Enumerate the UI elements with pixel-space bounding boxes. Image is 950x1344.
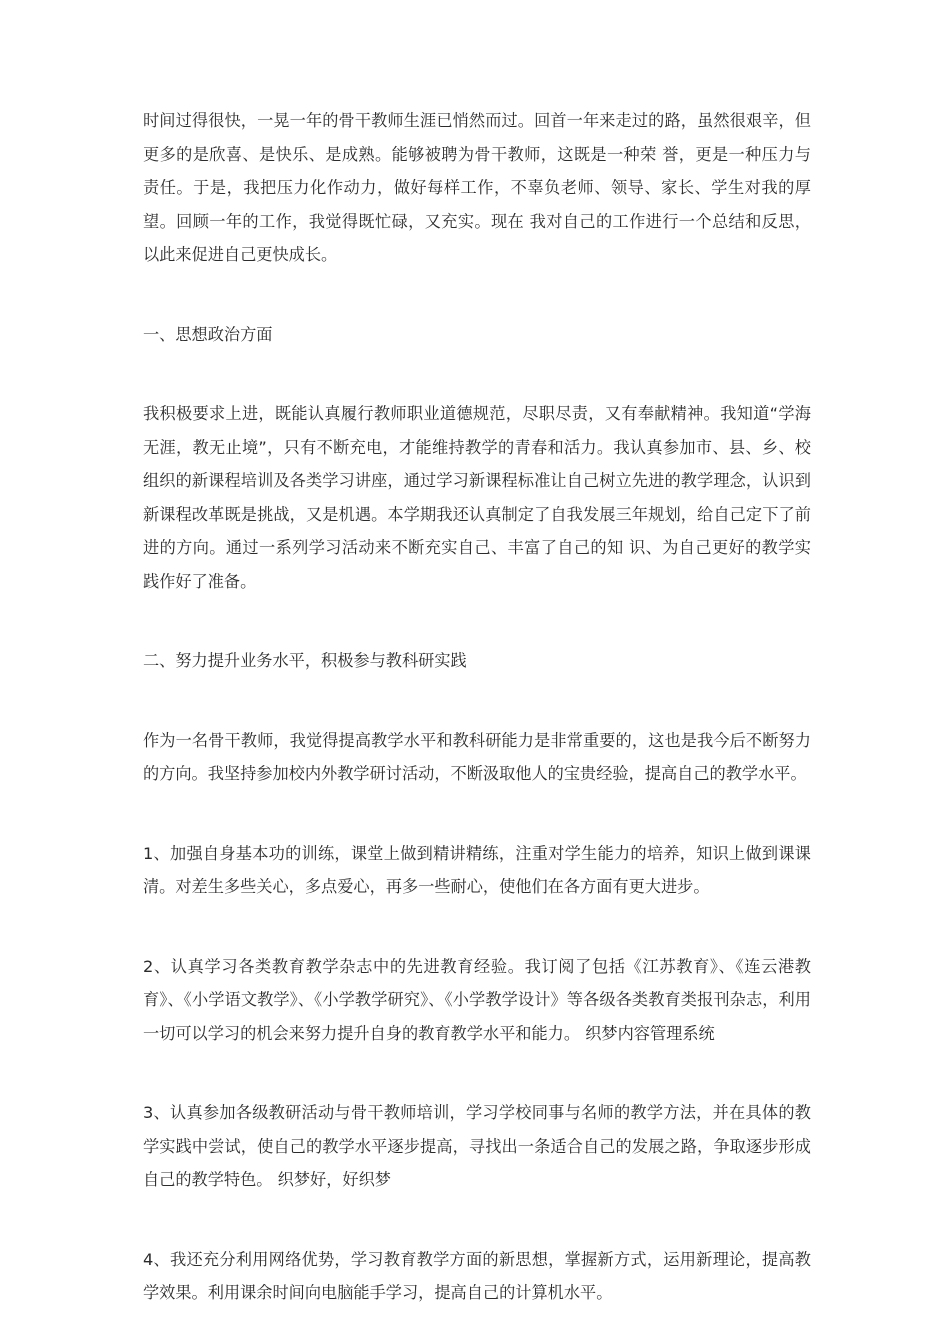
list-item-1: 1、加强自身基本功的训练，课堂上做到精讲精练，注重对学生能力的培养，知识上做到课课清。对差生多些关心，多点爱心，再多一些耐心，使他们在各方面有更大进步。 xyxy=(143,843,811,896)
list-item-3: 3、认真参加各级教研活动与骨干教师培训，学习学校同事与名师的教学方法，并在具体的教学实践中尝试，使自己的教学水平逐步提高，寻找出一条适合自己的发展之路，争取逐步形成自己的教学特色。 织梦好，好织梦 xyxy=(143,1103,811,1189)
heading-section-one: 一、思想政治方面 xyxy=(143,324,273,344)
paragraph-intro: 时间过得很快，一晃一年的骨干教师生涯已悄然而过。回首一年来走过的路，虽然很艰辛，但更多的是欣喜、是快乐、是成熟。能够被聘为骨干教师，这既是一种荣 誉，更是一种压力与责任。于是，我把压力化作动力，做好每样工作，不辜负老师、领导、家长、学生对我的厚望。回顾一年的工作，我觉得既忙碌，又充实。现在 我对自己的工作进行一个总结和反思，以此来促进自己更快成长。 xyxy=(143,111,811,264)
document-text-body xyxy=(143,104,811,1310)
paragraph-section-two-body: 作为一名骨干教师，我觉得提高教学水平和教科研能力是非常重要的，这也是我今后不断努力的方向。我坚持参加校内外教学研讨活动，不断汲取他人的宝贵经验，提高自己的教学水平。 xyxy=(143,730,811,783)
heading-section-two: 二、努力提升业务水平，积极参与教科研实践 xyxy=(143,651,467,670)
paragraph-section-one-body: 我积极要求上进，既能认真履行教师职业道德规范，尽职尽责，又有奉献精神。我知道“学海无涯，教无止境”，只有不断充电，才能维持教学的青春和活力。我认真参加市、县、乡、校组织的新课程培训及各类学习讲座，通过学习新课程标准让自己树立先进的教学理念，认识到新课程改革既是挑战，又是机遇。本学期我还认真制定了自我发展三年规划，给自己定下了前进的方向。通过一系列学习活动来不断充实自己、丰富了自己的知 识、为自己更好的教学实践作好了准备。 xyxy=(143,404,811,591)
list-item-4: 4、我还充分利用网络优势，学习教育教学方面的新思想，掌握新方式，运用新理论，提高教学效果。利用课余时间向电脑能手学习，提高自己的计算机水平。 xyxy=(143,1249,811,1302)
list-item-2: 2、认真学习各类教育教学杂志中的先进教育经验。我订阅了包括《江苏教育》、《连云港教育》、《小学语文教学》、《小学教学研究》、《小学教学设计》等各级各类教育类报刊杂志，利用一切可以学习的机会来努力提升自身的教育教学水平和能力。 织梦内容管理系统 xyxy=(143,956,811,1043)
